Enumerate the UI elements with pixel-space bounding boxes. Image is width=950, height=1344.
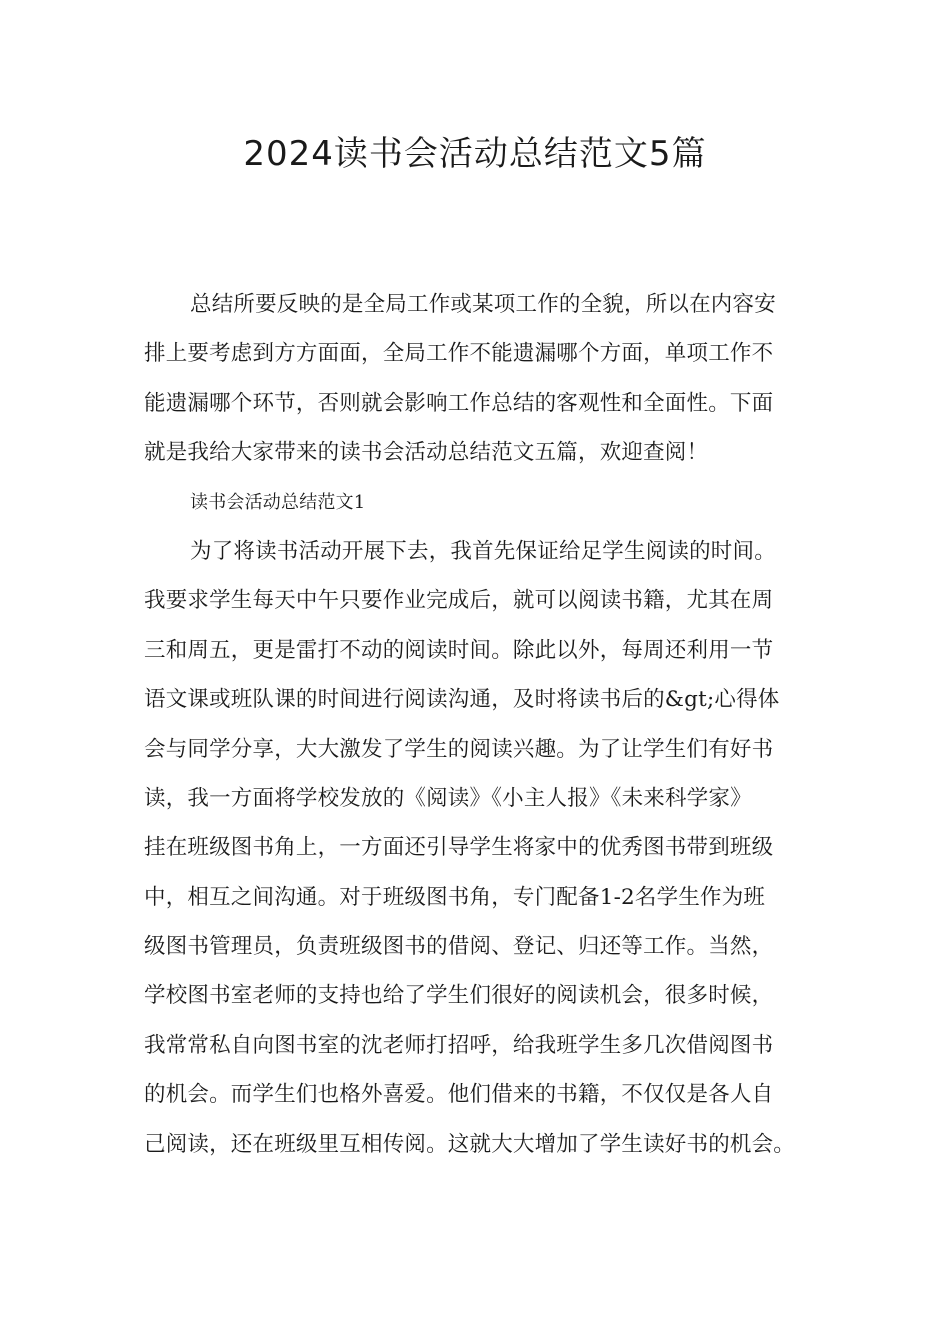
document-title: 2024读书会活动总结范文5篇 bbox=[243, 134, 707, 174]
intro-paragraph-line: 排上要考虑到方方面面，全局工作不能遗漏哪个方面，单项工作不 bbox=[144, 341, 774, 367]
section-heading: 读书会活动总结范文1 bbox=[190, 491, 366, 513]
section-paragraph-line: 读，我一方面将学校发放的《阅读》《小主人报》《未来科学家》 bbox=[144, 785, 752, 811]
section-paragraph-line: 己阅读，还在班级里互相传阅。这就大大增加了学生读好书的机会。 bbox=[144, 1131, 796, 1157]
section-paragraph-line: 挂在班级图书角上，一方面还引导学生将家中的优秀图书带到班级 bbox=[144, 835, 774, 861]
section-paragraph-line: 会与同学分享，大大激发了学生的阅读兴趣。为了让学生们有好书 bbox=[144, 736, 774, 762]
intro-paragraph-line: 能遗漏哪个环节，否则就会影响工作总结的客观性和全面性。下面 bbox=[144, 390, 774, 416]
section-paragraph-line: 学校图书室老师的支持也给了学生们很好的阅读机会，很多时候， bbox=[144, 983, 774, 1009]
section-paragraph-line: 的机会。而学生们也格外喜爱。他们借来的书籍，不仅仅是各人自 bbox=[144, 1082, 774, 1108]
section-paragraph-line: 语文课或班队课的时间进行阅读沟通，及时将读书后的&gt;心得体 bbox=[144, 687, 780, 713]
intro-paragraph-line: 总结所要反映的是全局工作或某项工作的全貌，所以在内容安 bbox=[190, 292, 776, 317]
section-paragraph-line: 我要求学生每天中午只要作业完成后，就可以阅读书籍，尤其在周 bbox=[144, 588, 774, 614]
section-paragraph-line: 为了将读书活动开展下去，我首先保证给足学生阅读的时间。 bbox=[190, 538, 776, 564]
section-paragraph-line: 我常常私自向图书室的沈老师打招呼，给我班学生多几次借阅图书 bbox=[144, 1032, 774, 1058]
section-paragraph-line: 三和周五，更是雷打不动的阅读时间。除此以外，每周还利用一节 bbox=[144, 637, 774, 663]
section-paragraph-line: 中，相互之间沟通。对于班级图书角，专门配备1-2名学生作为班 bbox=[144, 884, 766, 910]
intro-paragraph-line: 就是我给大家带来的读书会活动总结范文五篇，欢迎查阅！ bbox=[144, 440, 709, 466]
section-paragraph-line: 级图书管理员，负责班级图书的借阅、登记、归还等工作。当然， bbox=[144, 934, 774, 960]
document-body bbox=[144, 280, 814, 1169]
